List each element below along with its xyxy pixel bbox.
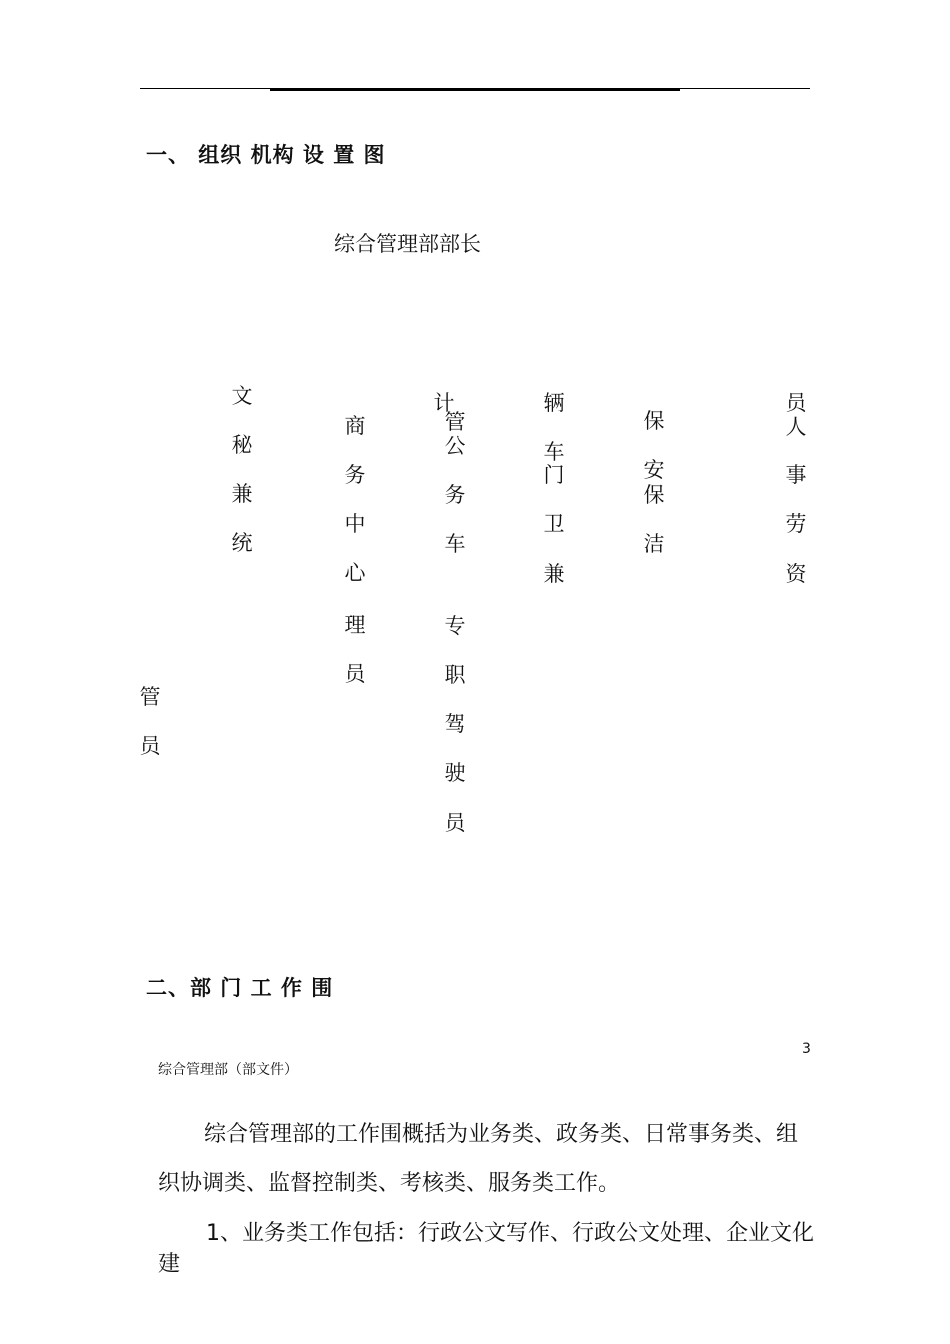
page-number: 3 xyxy=(802,1041,811,1057)
org-char: 中 xyxy=(344,512,366,536)
org-char: 卫 xyxy=(543,512,565,536)
paragraph-2-line-2: 建 xyxy=(158,1252,181,1277)
org-char: 兼 xyxy=(231,482,253,506)
org-char: 人 xyxy=(785,415,807,439)
org-char: 职 xyxy=(444,663,466,687)
org-char: 文 xyxy=(231,384,253,408)
org-char: 洁 xyxy=(643,532,665,556)
org-char: 劳 xyxy=(785,512,807,536)
org-char: 车 xyxy=(444,532,466,556)
org-char: 心 xyxy=(344,561,366,585)
org-char: 专 xyxy=(444,614,466,638)
org-char: 公 xyxy=(444,434,466,458)
document-label: 综合管理部（部文件） xyxy=(158,1062,298,1078)
org-char: 管 xyxy=(444,410,466,434)
org-char: 保 xyxy=(643,483,665,507)
header-rule-bold xyxy=(270,88,680,91)
paragraph-2-line-1: 1、业务类工作包括：行政公文写作、行政公文处理、企业文化 xyxy=(206,1221,814,1246)
paragraph-1-line-2: 织协调类、监督控制类、考核类、服务类工作。 xyxy=(158,1171,621,1196)
org-char: 管 xyxy=(139,685,161,709)
org-char: 商 xyxy=(344,414,366,438)
paragraph-1-line-1: 综合管理部的工作围概括为业务类、政务类、日常事务类、组 xyxy=(204,1122,799,1147)
org-char: 驶 xyxy=(444,761,466,785)
org-char: 驾 xyxy=(444,712,466,736)
org-char: 门 xyxy=(543,463,565,487)
org-char: 事 xyxy=(785,463,807,487)
org-char: 理 xyxy=(344,613,366,637)
org-char: 务 xyxy=(344,463,366,487)
org-char: 统 xyxy=(231,531,253,555)
org-char: 辆 xyxy=(543,391,565,415)
org-char: 保 xyxy=(643,409,665,433)
org-char: 员 xyxy=(344,662,366,686)
org-char: 员 xyxy=(139,734,161,758)
org-char: 安 xyxy=(643,458,665,482)
section-1-title: 一、 组织 机构 设 置 图 xyxy=(146,143,386,167)
org-char: 员 xyxy=(785,391,807,415)
org-char: 资 xyxy=(785,562,807,586)
org-char: 秘 xyxy=(231,433,253,457)
org-char: 车 xyxy=(543,440,565,464)
section-2-title: 二、部 门 工 作 围 xyxy=(146,976,334,1000)
org-char: 员 xyxy=(444,811,466,835)
org-char: 务 xyxy=(444,483,466,507)
org-char: 计 xyxy=(433,391,455,415)
org-char: 兼 xyxy=(543,562,565,586)
org-chart-head: 综合管理部部长 xyxy=(334,232,481,256)
